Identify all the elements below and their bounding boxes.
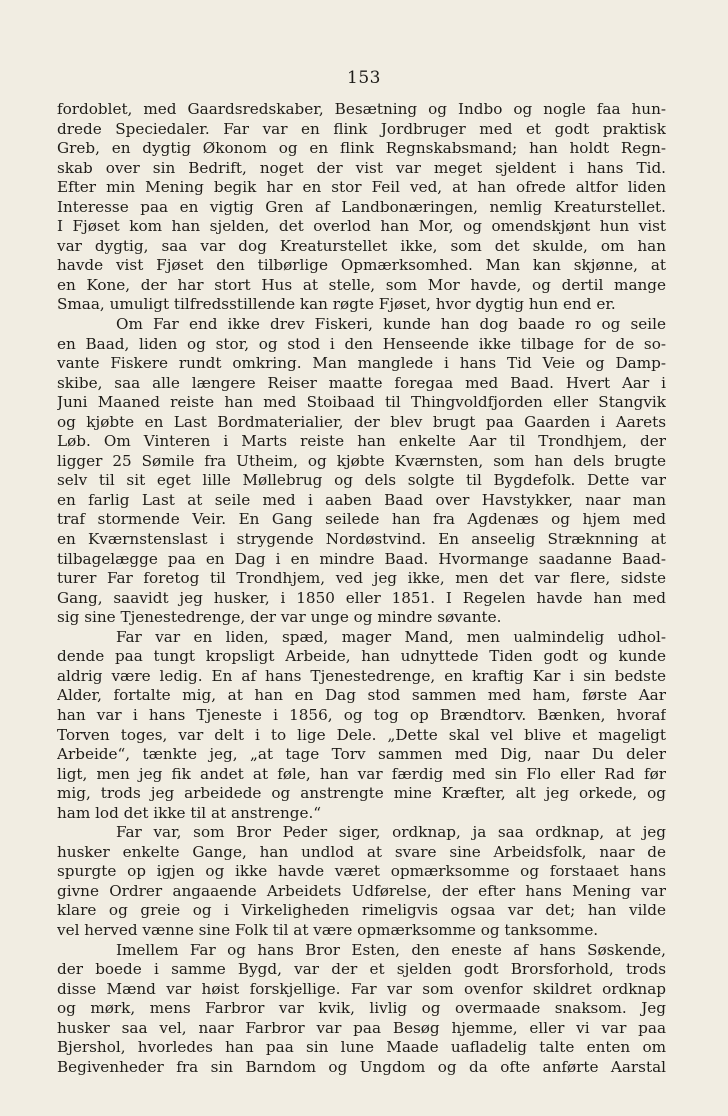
text-line: Alder, fortalte mig, at han en Dag stod sammen med ham, første Aar	[57, 686, 666, 705]
text-line: ham lod det ikke til at anstrenge.“	[57, 803, 322, 822]
text-line: skibe, saa alle længere Reiser maatte foregaa med Baad. Hvert Aar i	[57, 373, 666, 392]
text-line: Løb. Om Vinteren i Marts reiste han enkelte Aar til Trondhjem, der	[57, 432, 666, 451]
text-line: husker enkelte Gange, han undlod at svare sine Arbeidsfolk, naar de	[57, 842, 666, 861]
text-line: Gang, saavidt jeg husker, i 1850 eller 1851. I Regelen havde han med	[57, 588, 666, 607]
text-line: en Kværnstenslast i strygende Nordøstvind. En anseelig Stræknning at	[57, 530, 666, 549]
text-line: dende paa tungt kropsligt Arbeide, han udnyttede Tiden godt og kunde	[57, 647, 666, 666]
text-line: mig, trods jeg arbeidede og anstrengte mine Kræfter, alt jeg orkede, og	[57, 784, 666, 803]
text-line: Torven toges, var delt i to lige Dele. „Dette skal vel blive et mageligt	[57, 725, 666, 744]
text-line: givne Ordrer angaaende Arbeidets Udførelse, der efter hans Mening var	[57, 881, 666, 900]
body-text	[57, 100, 666, 1077]
text-line: drede Speciedaler. Far var en flink Jordbruger med et godt praktisk	[57, 119, 666, 138]
text-line: vel herved vænne sine Folk til at være opmærksomme og tanksomme.	[57, 920, 599, 939]
text-line: ligt, men jeg fik andet at føle, han var færdig med sin Flo eller Rad før	[57, 764, 666, 783]
text-line: Greb, en dygtig Økonom og en flink Regnskabsmand; han holdt Regn-	[57, 139, 666, 158]
text-line: Bjershol, hvorledes han paa sin lune Maade uafladelig talte enten om	[57, 1038, 666, 1057]
text-line: Juni Maaned reiste han med Stoibaad til Thingvoldfjorden eller Stangvik	[57, 393, 666, 412]
text-line: Smaa, umuligt tilfredsstillende kan røgte Fjøset, hvor dygtig hun end er.	[57, 295, 616, 314]
text-line: han var i hans Tjeneste i 1856, og tog op Brændtorv. Bænken, hvoraf	[57, 705, 666, 724]
text-line: der boede i samme Bygd, var der et sjelden godt Brorsforhold, trods	[57, 960, 666, 979]
text-line: fordoblet, med Gaardsredskaber, Besætning og Indbo og nogle faa hun-	[57, 100, 666, 118]
text-line: en farlig Last at seile med i aaben Baad over Havstykker, naar man	[57, 490, 666, 509]
text-line: Om Far end ikke drev Fiskeri, kunde han dog baade ro og seile	[116, 315, 666, 334]
text-line: Far var, som Bror Peder siger, ordknap, ja saa ordknap, at jeg	[116, 823, 666, 842]
page-number: 153	[347, 68, 381, 88]
text-line: husker saa vel, naar Farbror var paa Besøg hjemme, eller vi var paa	[57, 1018, 666, 1037]
text-line: turer Far foretog til Trondhjem, ved jeg ikke, men det var flere, sidste	[57, 569, 666, 588]
text-line: Imellem Far og hans Bror Esten, den eneste af hans Søskende,	[116, 940, 666, 959]
text-line: en Kone, der har stort Hus at stelle, som Mor havde, og dertil mange	[57, 275, 666, 294]
text-line: klare og greie og i Virkeligheden rimeligvis ogsaa var det; han vilde	[57, 901, 666, 920]
text-line: Interesse paa en vigtig Gren af Landbonæringen, nemlig Kreaturstellet.	[57, 197, 666, 216]
text-line: vante Fiskere rundt omkring. Man manglede i hans Tid Veie og Damp-	[57, 354, 666, 373]
text-line: sig sine Tjenestedrenge, der var unge og mindre søvante.	[57, 608, 502, 627]
text-line: Begivenheder fra sin Barndom og Ungdom og da ofte anførte Aarstal	[57, 1057, 666, 1076]
text-line: aldrig være ledig. En af hans Tjenestedrenge, en kraftig Kar i sin bedste	[57, 666, 666, 685]
text-line: selv til sit eget lille Møllebrug og dels solgte til Bygdefolk. Dette var	[57, 471, 666, 490]
text-line: tilbagelægge paa en Dag i en mindre Baad. Hvormange saadanne Baad-	[57, 549, 666, 568]
text-line: disse Mænd var høist forskjellige. Far var som ovenfor skildret ordknap	[57, 979, 666, 998]
text-line: spurgte op igjen og ikke havde været opmærksomme og forstaaet hans	[57, 862, 666, 881]
text-line: Far var en liden, spæd, mager Mand, men ualmindelig udhol-	[116, 627, 666, 646]
text-line: traf stormende Veir. En Gang seilede han fra Agdenæs og hjem med	[57, 510, 666, 529]
text-line: Efter min Mening begik har en stor Feil ved, at han ofrede altfor liden	[57, 178, 666, 197]
text-line: og mørk, mens Farbror var kvik, livlig og overmaade snaksom. Jeg	[57, 999, 666, 1018]
text-line: Arbeide“, tænkte jeg, „at tage Torv sammen med Dig, naar Du deler	[57, 745, 666, 764]
text-line: en Baad, liden og stor, og stod i den Henseende ikke tilbage for de so-	[57, 334, 666, 353]
text-line: ligger 25 Sømile fra Utheim, og kjøbte Kværnsten, som han dels brugte	[57, 451, 666, 470]
text-line: skab over sin Bedrift, noget der vist var meget sjeldent i hans Tid.	[57, 158, 666, 177]
text-line: havde vist Fjøset den tilbørlige Opmærksomhed. Man kan skjønne, at	[57, 256, 666, 275]
text-line: og kjøbte en Last Bordmaterialier, der blev brugt paa Gaarden i Aarets	[57, 412, 666, 431]
text-line: I Fjøset kom han sjelden, det overlod han Mor, og omendskjønt hun vist	[57, 217, 666, 236]
text-line: var dygtig, saa var dog Kreaturstellet ikke, som det skulde, om han	[57, 236, 666, 255]
